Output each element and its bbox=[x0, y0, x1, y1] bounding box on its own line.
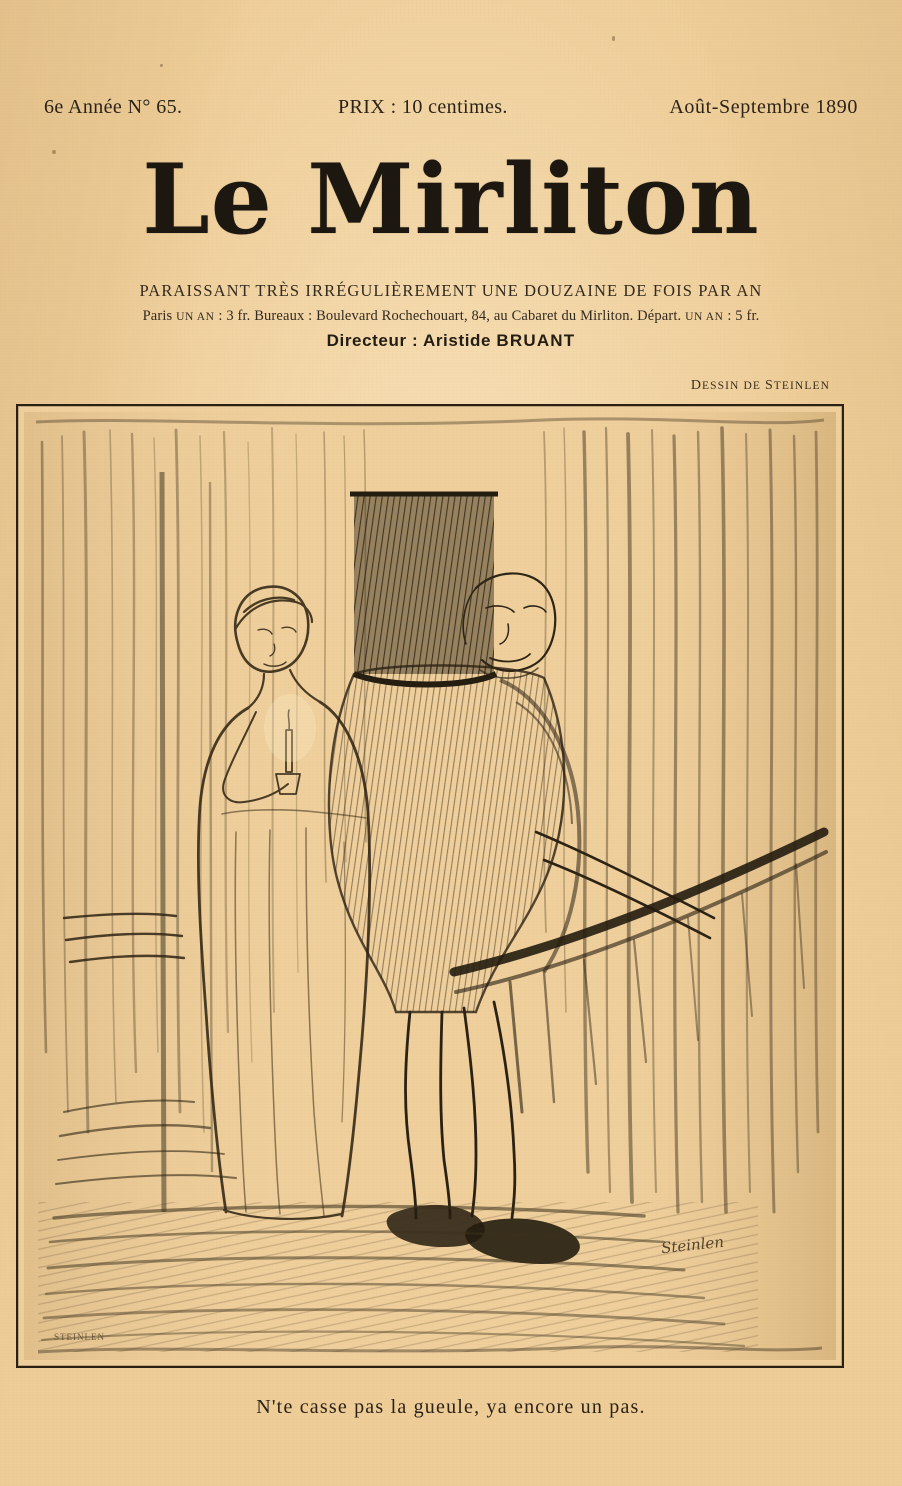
credit-artist-initial: S bbox=[764, 378, 774, 393]
address-term-2: UN AN bbox=[685, 311, 724, 323]
illustration-canvas bbox=[24, 412, 836, 1360]
credit-prefix: D bbox=[690, 378, 703, 393]
address-term-1: UN AN bbox=[176, 311, 215, 323]
plate-corner-mark: STEINLEN bbox=[54, 1332, 105, 1342]
director-label: Directeur : bbox=[326, 331, 419, 350]
cover-illustration bbox=[16, 404, 844, 1368]
director-first-name: Aristide bbox=[422, 331, 492, 350]
paper-speck bbox=[52, 150, 56, 154]
credit-artist-name: TEINLEN bbox=[773, 380, 830, 392]
issue-header-line bbox=[44, 96, 858, 119]
publication-frequency: PARAISSANT TRÈS IRRÉGULIÈREMENT UNE DOUZAINE DE FOIS PAR AN bbox=[139, 281, 763, 300]
page-title: Le Mirliton bbox=[142, 143, 760, 256]
address-body: : 3 fr. Bureaux : Boulevard Rochechouart, 84, au Cabaret du Mirliton. Départ. bbox=[218, 308, 682, 324]
artist-signature: Steinlen bbox=[660, 1232, 725, 1258]
issue-number: 6e Année N° 65. bbox=[44, 96, 183, 118]
lithograph-drawing bbox=[24, 412, 836, 1360]
artist-credit bbox=[691, 378, 830, 394]
credit-de: DE bbox=[739, 380, 765, 392]
issue-date: Août-Septembre 1890 bbox=[669, 96, 858, 118]
illustration-caption: N'te casse pas la gueule, ya encore un pas. bbox=[256, 1396, 646, 1418]
director-line bbox=[0, 331, 902, 351]
credit-word: ESSIN bbox=[702, 380, 740, 392]
address-city: Paris bbox=[142, 308, 173, 324]
subscription-address-line bbox=[0, 308, 902, 325]
director-last-name: BRUANT bbox=[496, 331, 576, 350]
address-price-2: : 5 fr. bbox=[727, 308, 760, 324]
paper-speck bbox=[160, 64, 163, 67]
paper-speck bbox=[612, 36, 615, 41]
issue-price: PRIX : 10 centimes. bbox=[338, 96, 508, 118]
